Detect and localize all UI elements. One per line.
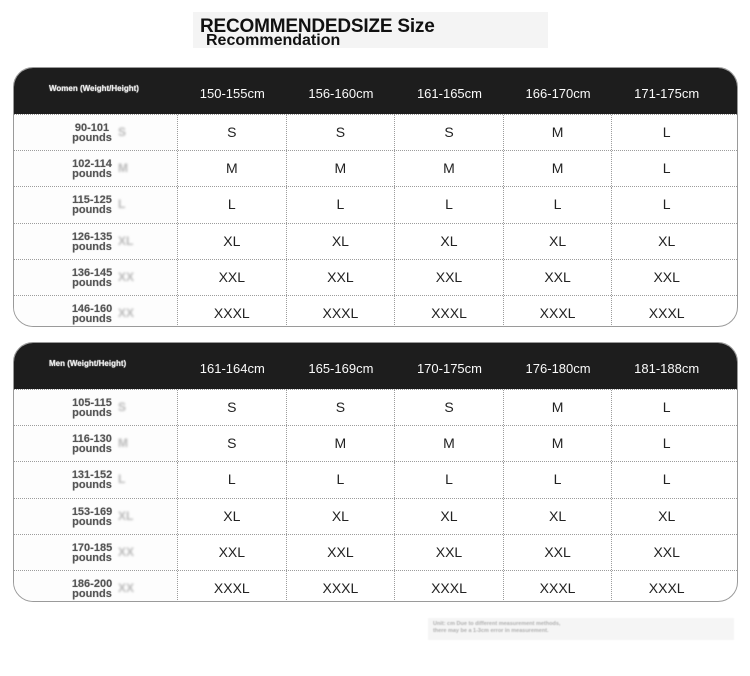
height-col: 171-175cm <box>634 86 700 101</box>
men-size-table <box>13 342 738 602</box>
size-cell: L <box>662 435 671 452</box>
ghost-size-label: L <box>118 472 126 487</box>
size-cell: L <box>395 462 504 497</box>
table-row <box>14 389 737 425</box>
weight-label: 102-114 pounds <box>72 158 112 181</box>
size-cell: XL <box>504 499 613 534</box>
weight-cell <box>14 571 178 602</box>
size-cell: M <box>287 151 396 186</box>
size-cell: XXL <box>178 260 287 295</box>
women-header-label: Women (Weight/Height) <box>49 84 139 93</box>
weight-label: 170-185 pounds <box>71 541 113 564</box>
table-row <box>14 534 737 570</box>
size-cell: L <box>178 462 287 497</box>
men-header-label: Men (Weight/Height) <box>49 359 127 368</box>
ghost-size-label: M <box>118 161 128 176</box>
size-cell: S <box>287 115 396 150</box>
size-cell: XXXL <box>504 296 613 327</box>
size-cell: S <box>287 390 396 425</box>
size-cell: XL <box>395 224 504 259</box>
page-title: RECOMMENDEDSIZE Size <box>200 16 435 37</box>
weight-cell <box>14 296 178 327</box>
size-cell: L <box>662 124 671 140</box>
size-cell: M <box>504 115 613 150</box>
ghost-size-label: S <box>118 125 127 139</box>
size-cell: XL <box>504 224 613 259</box>
size-cell: XXXL <box>287 571 396 602</box>
weight-cell <box>14 224 178 259</box>
weight-cell <box>14 187 178 222</box>
page-subtitle: Recommendation <box>206 32 341 49</box>
ghost-size-label: S <box>118 400 127 414</box>
weight-label: 126-135 pounds <box>71 230 113 253</box>
weight-label: 136-145 pounds <box>71 266 113 289</box>
size-cell: XXXL <box>395 296 504 327</box>
size-cell: XL <box>287 224 396 259</box>
size-cell: XXXL <box>178 296 287 327</box>
size-cell: XL <box>395 499 504 534</box>
size-cell: XXXL <box>178 571 287 602</box>
size-cell: S <box>395 390 504 425</box>
size-cell: M <box>395 426 504 461</box>
height-col: 176-180cm <box>525 361 591 376</box>
table-row <box>14 425 737 461</box>
weight-label: 116-130 pounds <box>72 433 112 456</box>
height-col: 166-170cm <box>525 86 591 101</box>
ghost-size-label: XX <box>118 305 135 320</box>
size-cell: M <box>504 426 613 461</box>
women-size-table <box>13 67 738 327</box>
ghost-size-label: XL <box>118 508 134 523</box>
note-line: Unit: cm Due to different measurement methods, <box>433 621 561 627</box>
size-cell: XXXL <box>648 304 685 321</box>
size-cell: L <box>287 462 396 497</box>
size-cell: XXL <box>287 260 396 295</box>
weight-cell <box>14 426 178 461</box>
size-cell: XXL <box>653 543 680 560</box>
size-cell: M <box>287 426 396 461</box>
weight-cell <box>14 390 178 425</box>
size-cell: XXXL <box>287 296 396 327</box>
size-cell: L <box>662 160 671 177</box>
weight-label: 105-115 pounds <box>72 397 112 419</box>
ghost-size-label: XX <box>118 580 135 595</box>
ghost-size-label: L <box>118 197 126 212</box>
ghost-size-label: XX <box>118 269 135 284</box>
weight-label: 186-200 pounds <box>71 577 113 600</box>
size-cell: XL <box>658 507 676 524</box>
size-cell: S <box>178 426 287 461</box>
height-col: 161-165cm <box>416 86 482 101</box>
weight-label: 90-101 pounds <box>72 122 112 144</box>
measurement-note <box>428 618 734 640</box>
weight-cell <box>14 499 178 534</box>
size-cell: XXL <box>395 535 504 570</box>
weight-cell <box>14 260 178 295</box>
size-cell: XL <box>287 499 396 534</box>
note-line: there may be a 1-3cm error in measurement. <box>433 628 549 634</box>
size-cell: L <box>287 187 396 222</box>
ghost-size-label: XL <box>118 233 134 248</box>
table-row <box>14 461 737 497</box>
size-cell: XXL <box>653 268 680 285</box>
size-cell: M <box>504 390 613 425</box>
size-cell: XL <box>178 499 287 534</box>
size-cell: XXL <box>504 260 613 295</box>
size-cell: M <box>504 151 613 186</box>
size-cell: XL <box>178 224 287 259</box>
table-row <box>14 498 737 534</box>
size-cell: L <box>504 187 613 222</box>
height-col: 150-155cm <box>199 86 265 101</box>
size-cell: L <box>504 462 613 497</box>
ghost-size-label: M <box>118 436 128 451</box>
weight-cell <box>14 462 178 497</box>
size-cell: XXXL <box>648 579 685 596</box>
size-cell: XXXL <box>504 571 613 602</box>
table-row <box>14 150 737 186</box>
height-col: 161-164cm <box>199 361 265 376</box>
height-col: 181-188cm <box>634 361 700 376</box>
table-row <box>14 259 737 295</box>
size-cell: L <box>662 471 671 488</box>
size-cell: S <box>178 115 287 150</box>
women-table-header <box>14 68 737 114</box>
height-col: 156-160cm <box>308 86 374 101</box>
ghost-size-label: XX <box>118 544 135 559</box>
size-cell: M <box>178 151 287 186</box>
weight-label: 146-160 pounds <box>71 302 113 325</box>
size-cell: XXL <box>178 535 287 570</box>
size-cell: L <box>178 187 287 222</box>
size-cell: XXL <box>395 260 504 295</box>
size-cell: XXXL <box>395 571 504 602</box>
size-cell: S <box>178 390 287 425</box>
size-cell: M <box>395 151 504 186</box>
size-cell: XXL <box>287 535 396 570</box>
size-cell: XXL <box>504 535 613 570</box>
weight-label: 153-169 pounds <box>71 505 113 528</box>
height-col: 170-175cm <box>416 361 482 376</box>
table-row <box>14 114 737 150</box>
weight-cell <box>14 151 178 186</box>
weight-cell <box>14 115 178 150</box>
weight-label: 115-125 pounds <box>72 194 112 217</box>
table-row <box>14 223 737 259</box>
size-cell: L <box>395 187 504 222</box>
size-cell: L <box>662 196 671 213</box>
size-cell: S <box>395 115 504 150</box>
men-table-header <box>14 343 737 389</box>
weight-label: 131-152 pounds <box>71 469 113 492</box>
weight-cell <box>14 535 178 570</box>
table-row <box>14 186 737 222</box>
size-cell: XL <box>658 232 676 249</box>
table-row <box>14 570 737 602</box>
table-row <box>14 295 737 327</box>
size-cell: L <box>662 399 671 415</box>
height-col: 165-169cm <box>308 361 374 376</box>
